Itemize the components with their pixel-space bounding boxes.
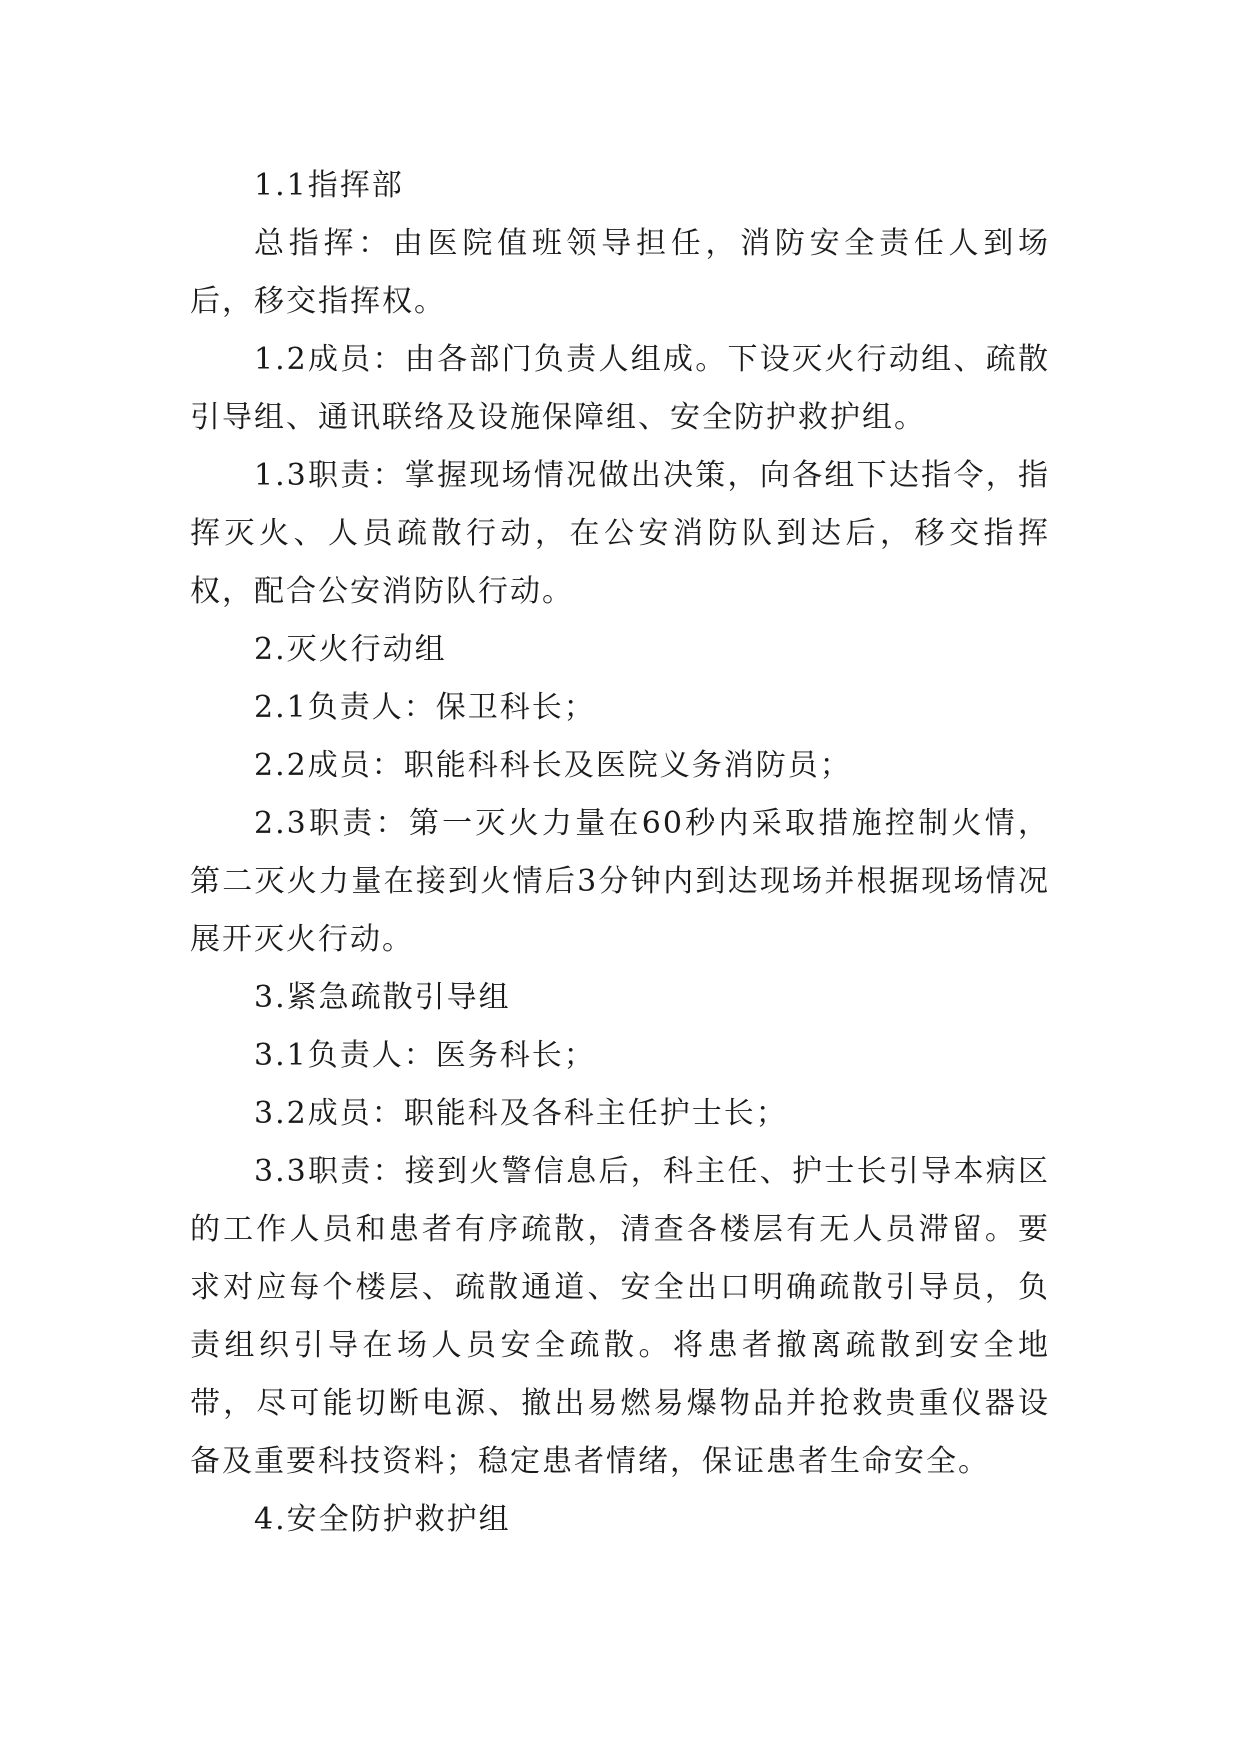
paragraph-1-2-members: 1.2成员：由各部门负责人组成。下设灭火行动组、疏散引导组、通讯联络及设施保障组、安全防护救护组。 — [190, 342, 1050, 435]
paragraph-3-heading: 3.紧急疏散引导组 — [254, 980, 511, 1015]
paragraph-2-2-members: 2.2成员：职能科科长及医院义务消防员； — [254, 748, 852, 783]
paragraph-3-3-duties: 3.3职责：接到火警信息后，科主任、护士长引导本病区的工作人员和患者有序疏散，清查各楼层有无人员滞留。要求对应每个楼层、疏散通道、安全出口明确疏散引导员，负责组织引导在场人员安全疏散。将患者撤离疏散到安全地带，尽可能切断电源、撤出易燃易爆物品并抢救贵重仪器设备及重要科技资料；稳定患者情绪，保证患者生命安全。 — [190, 1154, 1050, 1479]
paragraph-1-3-duties: 1.3职责：掌握现场情况做出决策，向各组下达指令，指挥灭火、人员疏散行动，在公安消防队到达后，移交指挥权，配合公安消防队行动。 — [190, 458, 1050, 609]
paragraph-2-heading: 2.灭火行动组 — [254, 632, 447, 667]
document-body — [190, 157, 1050, 1549]
paragraph-1-1-heading: 1.1指挥部 — [254, 168, 404, 203]
paragraph-2-3-duties: 2.3职责：第一灭火力量在60秒内采取措施控制火情，第二灭火力量在接到火情后3分钟内到达现场并根据现场情况展开灭火行动。 — [190, 806, 1050, 957]
paragraph-4-heading: 4.安全防护救护组 — [254, 1502, 511, 1537]
paragraph-2-1-leader: 2.1负责人：保卫科长； — [254, 690, 596, 725]
paragraph-3-2-members: 3.2成员：职能科及各科主任护士长； — [254, 1096, 788, 1131]
paragraph-commander: 总指挥：由医院值班领导担任，消防安全责任人到场后，移交指挥权。 — [190, 226, 1050, 319]
paragraph-3-1-leader: 3.1负责人：医务科长； — [254, 1038, 596, 1073]
